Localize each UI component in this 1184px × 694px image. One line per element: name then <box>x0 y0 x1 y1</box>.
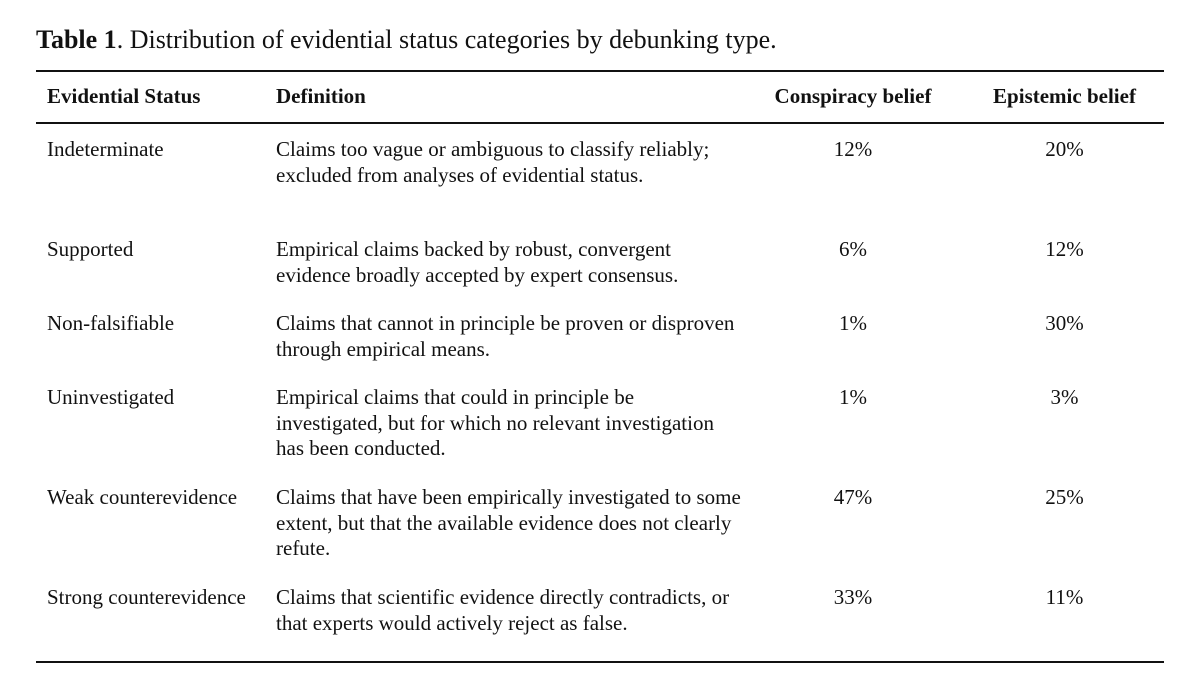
table-caption-label: Table 1 <box>36 25 117 54</box>
conspiracy-cell: 12% <box>833 137 873 161</box>
conspiracy-cell: 1% <box>839 311 867 335</box>
definition-cell: Claims that cannot in principle be proven or disproven through empirical means. <box>276 311 735 361</box>
status-cell: Indeterminate <box>47 137 164 161</box>
conspiracy-cell: 47% <box>833 485 873 509</box>
header-conspiracy-belief: Conspiracy belief <box>774 84 932 109</box>
evidential-status-table <box>36 70 1164 663</box>
table-caption <box>36 24 777 56</box>
definition-cell: Empirical claims backed by robust, convergent evidence broadly accepted by expert consensus. <box>276 237 679 287</box>
conspiracy-cell: 1% <box>839 385 867 409</box>
definition-cell: Empirical claims that could in principle be investigated, but for which no relevant investigation has been conducted. <box>276 385 714 460</box>
header-definition: Definition <box>276 84 366 109</box>
table-row <box>36 572 1164 662</box>
definition-cell: Claims that scientific evidence directly contradicts, or that experts would actively reject as false. <box>276 585 730 635</box>
table-header-row <box>36 71 1164 123</box>
status-cell: Supported <box>47 237 134 261</box>
epistemic-cell: 3% <box>1050 385 1079 409</box>
table-header <box>36 71 1164 123</box>
table-caption-text: . Distribution of evidential status categories by debunking type. <box>116 25 777 54</box>
status-cell: Non-falsifiable <box>47 311 175 335</box>
table-row <box>36 472 1164 572</box>
definition-cell: Claims too vague or ambiguous to classify reliably; excluded from analyses of evidential status. <box>276 137 710 187</box>
table-body <box>36 123 1164 662</box>
definition-cell: Claims that have been empirically investigated to some extent, but that the available evidence does not clearly refute. <box>276 485 741 560</box>
epistemic-cell: 20% <box>1045 137 1084 161</box>
table-row <box>36 224 1164 298</box>
table-container <box>36 70 1164 663</box>
status-cell: Strong counterevidence <box>47 585 246 609</box>
conspiracy-cell: 33% <box>833 585 873 609</box>
epistemic-cell: 11% <box>1045 585 1084 609</box>
epistemic-cell: 12% <box>1045 237 1084 261</box>
table-row <box>36 372 1164 472</box>
epistemic-cell: 25% <box>1045 485 1084 509</box>
conspiracy-cell: 6% <box>839 237 867 261</box>
header-epistemic-belief: Epistemic belief <box>993 84 1136 109</box>
status-cell: Weak counterevidence <box>47 485 238 509</box>
table-row <box>36 123 1164 224</box>
table-row <box>36 298 1164 372</box>
header-evidential-status: Evidential Status <box>47 84 201 109</box>
status-cell: Uninvestigated <box>47 385 175 409</box>
epistemic-cell: 30% <box>1045 311 1084 335</box>
